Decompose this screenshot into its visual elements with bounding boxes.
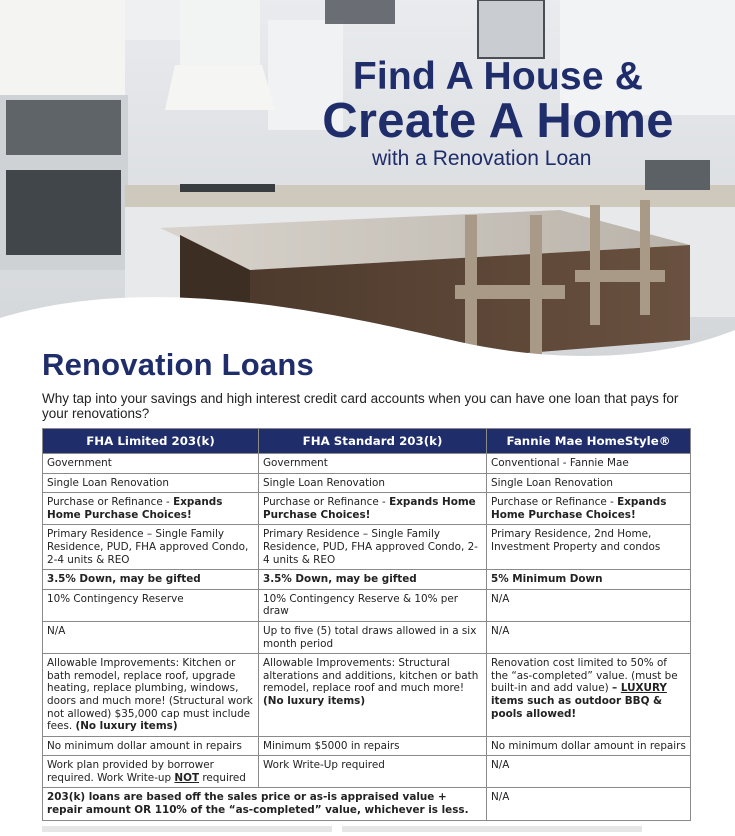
- table-cell: Government: [43, 454, 259, 474]
- table-row: [43, 473, 691, 493]
- table-row: [43, 621, 691, 653]
- hero-title-line-1: Find A House &: [352, 55, 644, 98]
- table-cell: Conventional - Fannie Mae: [487, 454, 691, 474]
- cell-emphasis: (No luxury items): [75, 720, 178, 733]
- intro-paragraph: Why tap into your savings and high interest credit card accounts when you can have one loan that pays for your renovations?: [42, 391, 679, 421]
- cell-text: required: [199, 771, 246, 784]
- table-cell: [487, 493, 691, 525]
- cell-emphasis-underlined: LUXURY: [620, 682, 667, 695]
- table-row: [43, 589, 691, 621]
- table-cell: Primary Residence – Single Family Residence, PUD, FHA approved Condo, 2-4 units & REO: [259, 525, 487, 570]
- loan-comparison-table: [42, 428, 691, 821]
- cell-text: Purchase or Refinance -: [491, 496, 618, 509]
- table-cell: 3.5% Down, may be gifted: [259, 570, 487, 590]
- cell-text: Purchase or Refinance -: [263, 496, 390, 509]
- cell-emphasis: items such as outdoor BBQ & pools allowed!: [491, 694, 663, 720]
- cell-emphasis: Expands Home Purchase Choices!: [491, 496, 667, 521]
- table-cell-merged: 203(k) loans are based off the sales price or as-is appraised value + repair amount OR 110% of the “as-completed” value, whichever is less.: [43, 788, 487, 820]
- table-row: [43, 493, 691, 525]
- section-title: Renovation Loans: [42, 347, 314, 382]
- table-cell: 10% Contingency Reserve: [43, 589, 259, 621]
- cell-emphasis: Expands Home Purchase Choices!: [47, 496, 223, 521]
- table-cell: [43, 493, 259, 525]
- header-fannie-mae-homestyle: Fannie Mae HomeStyle®: [487, 429, 691, 454]
- table-cell: No minimum dollar amount in repairs: [43, 736, 259, 756]
- table-cell: Work Write-Up required: [259, 756, 487, 788]
- table-cell: N/A: [487, 621, 691, 653]
- hero-subtitle: with a Renovation Loan: [372, 147, 592, 170]
- table-cell: [43, 654, 259, 737]
- cell-text: Allowable Improvements: Kitchen or bath remodel, replace roof, upgrade heating, replace plumbing, windows, doors and much more! (Structural work not allowed) $35,000 cap must include fees.: [47, 657, 253, 733]
- hero-title-block: [298, 56, 698, 172]
- header-fha-limited: FHA Limited 203(k): [43, 429, 259, 454]
- table-cell: 3.5% Down, may be gifted: [43, 570, 259, 590]
- table-row: [43, 788, 691, 820]
- table-cell: Primary Residence – Single Family Residence, PUD, FHA approved Condo, 2-4 units & REO: [43, 525, 259, 570]
- table-cell: Up to five (5) total draws allowed in a six month period: [259, 621, 487, 653]
- table-cell: Single Loan Renovation: [487, 473, 691, 493]
- footer-divider: [42, 817, 690, 825]
- cell-emphasis: (No luxury items): [263, 694, 366, 707]
- cell-text: Renovation cost limited to 50% of the “as-completed” value. (must be built-in and add value): [491, 657, 678, 695]
- table-cell: No minimum dollar amount in repairs: [487, 736, 691, 756]
- table-cell: Single Loan Renovation: [43, 473, 259, 493]
- table-cell: Minimum $5000 in repairs: [259, 736, 487, 756]
- table-cell: 10% Contingency Reserve & 10% per draw: [259, 589, 487, 621]
- table-cell: [487, 654, 691, 737]
- table-cell: [43, 756, 259, 788]
- table-cell: Primary Residence, 2nd Home, Investment Property and condos: [487, 525, 691, 570]
- cell-text: Allowable Improvements: Structural alterations and additions, kitchen or bath remodel, replace roof and much more!: [263, 657, 479, 695]
- table-cell: 5% Minimum Down: [487, 570, 691, 590]
- table-cell: [259, 654, 487, 737]
- cell-text: Work plan provided by borrower required. Work Write-up: [47, 759, 214, 784]
- table-cell: N/A: [487, 756, 691, 788]
- table-cell: N/A: [487, 788, 691, 820]
- table-row: [43, 525, 691, 570]
- table-row: [43, 454, 691, 474]
- hero-title-line-2: Create A Home: [322, 94, 674, 148]
- table-header-row: [43, 429, 691, 454]
- hero-banner: [0, 0, 735, 375]
- cell-emphasis: Expands Home Purchase Choices!: [263, 496, 476, 521]
- cell-emphasis: –: [612, 682, 621, 695]
- table-row: [43, 756, 691, 788]
- cell-text: Purchase or Refinance -: [47, 496, 174, 509]
- table-cell: Government: [259, 454, 487, 474]
- table-row: [43, 570, 691, 590]
- table-cell: [259, 493, 487, 525]
- table-row: [43, 736, 691, 756]
- table-cell: N/A: [487, 589, 691, 621]
- table-cell: N/A: [43, 621, 259, 653]
- table-row: [43, 654, 691, 737]
- cell-emphasis-underlined: NOT: [174, 771, 200, 784]
- header-fha-standard: FHA Standard 203(k): [259, 429, 487, 454]
- table-cell: Single Loan Renovation: [259, 473, 487, 493]
